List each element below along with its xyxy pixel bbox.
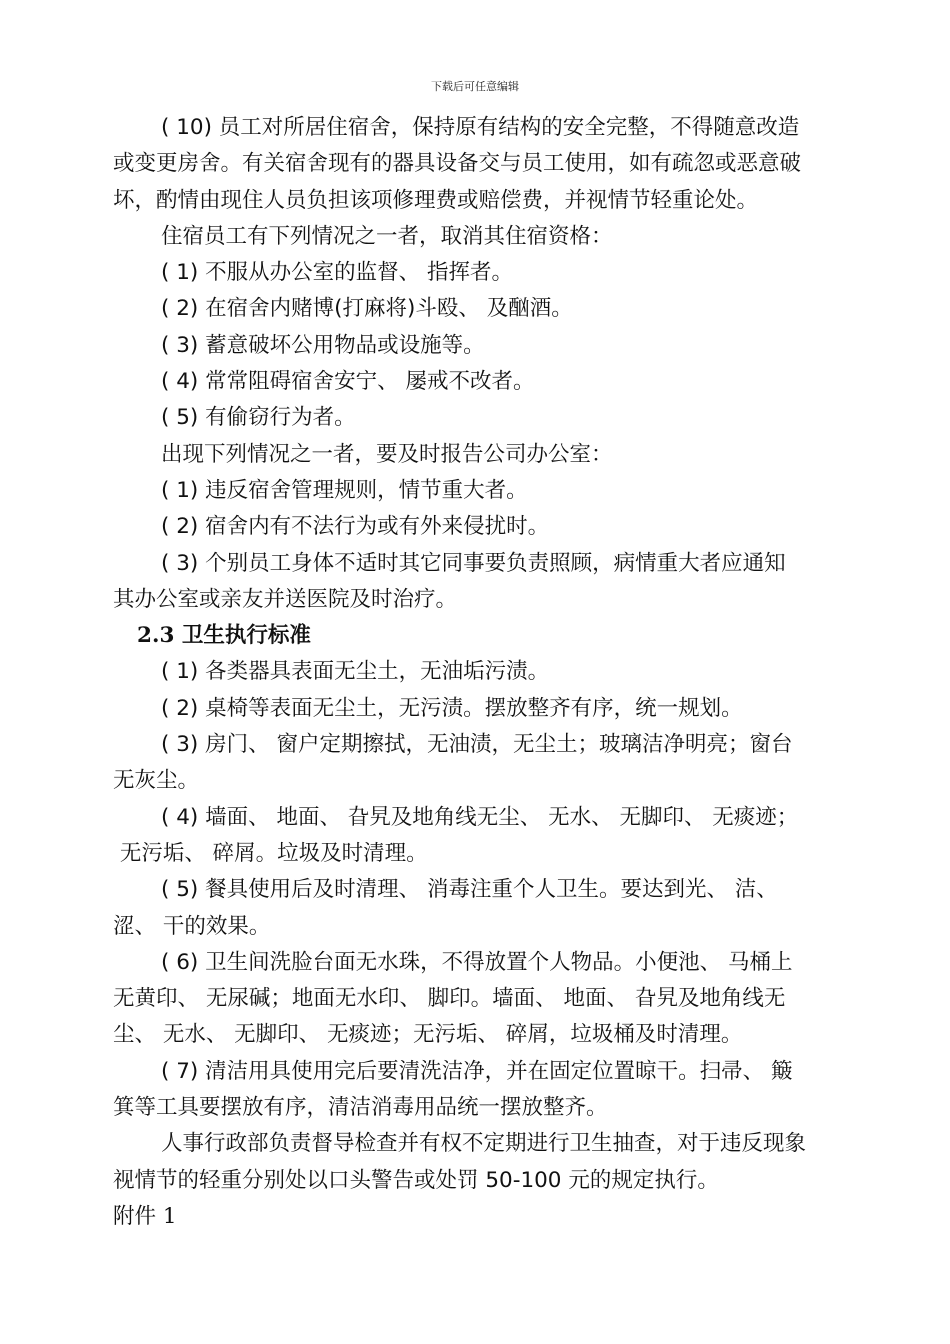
text-line: 住宿员工有下列情况之一者，取消其住宿资格： <box>161 223 613 249</box>
text-line: 尘、 无水、 无脚印、 无痰迹；无污垢、 碎屑，垃圾桶及时清理。 <box>113 1022 743 1048</box>
text-line: ( 3) 房门、 窗户定期擦拭，无油渍，无尘土；玻璃洁净明亮；窗台 <box>161 732 793 758</box>
text-line: 无灰尘。 <box>113 768 200 794</box>
text-line: 无污垢、 碎屑。垃圾及时清理。 <box>113 840 428 866</box>
document-body <box>113 110 863 1235</box>
text-line: ( 5) 有偷窃行为者。 <box>161 405 356 431</box>
text-line: ( 3) 个别员工身体不适时其它同事要负责照顾，病情重大者应通知 <box>161 550 786 576</box>
text-line: 无黄印、 无尿碱；地面无水印、 脚印。墙面、 地面、 旮旯及地角线无 <box>113 986 786 1012</box>
text-line: ( 1) 不服从办公室的监督、 指挥者。 <box>161 260 513 286</box>
text-line: 坏，酌情由现住人员负担该项修理费或赔偿费，并视情节轻重论处。 <box>113 187 759 213</box>
text-line: ( 3) 蓄意破坏公用物品或设施等。 <box>161 332 485 358</box>
text-line: 箕等工具要摆放有序，清洁消毒用品统一摆放整齐。 <box>113 1095 608 1121</box>
text-line: 出现下列情况之一者，要及时报告公司办公室： <box>161 441 613 467</box>
text-line: ( 7) 清洁用具使用完后要清洗洁净，并在固定位置晾干。扫帚、 簸 <box>161 1058 793 1084</box>
text-line: 附件 1 <box>113 1203 177 1229</box>
text-line: ( 2) 桌椅等表面无尘土，无污渍。摆放整齐有序，统一规划。 <box>161 695 743 721</box>
text-line: ( 6) 卫生间洗脸台面无水珠，不得放置个人物品。小便池、 马桶上 <box>161 949 793 975</box>
text-line: 涩、 干的效果。 <box>113 913 271 939</box>
text-line: 人事行政部负责督导检查并有权不定期进行卫生抽查，对于违反现象 <box>161 1131 807 1157</box>
text-line: 其办公室或亲友并送医院及时治疗。 <box>113 586 458 612</box>
section-title: 2.3 卫生执行标准 <box>137 623 311 649</box>
text-line: ( 1) 各类器具表面无尘土，无油垢污渍。 <box>161 659 550 685</box>
text-line: ( 2) 在宿舍内赌博(打麻将)斗殴、 及酗酒。 <box>161 296 573 322</box>
text-line: ( 4) 墙面、 地面、 旮旯及地角线无尘、 无水、 无脚印、 无痰迹； <box>161 804 799 830</box>
text-line: ( 2) 宿舍内有不法行为或有外来侵扰时。 <box>161 514 550 540</box>
page-header: 下载后可任意编辑 <box>431 80 519 93</box>
text-line: ( 4) 常常阻碍宿舍安宁、 屡戒不改者。 <box>161 369 535 395</box>
text-line: ( 10) 员工对所居住宿舍，保持原有结构的安全完整，不得随意改造 <box>161 115 800 140</box>
text-line: ( 5) 餐具使用后及时清理、 消毒注重个人卫生。要达到光、 洁、 <box>161 877 778 903</box>
text-line: 视情节的轻重分别处以口头警告或处罚 50-100 元的规定执行。 <box>113 1167 719 1193</box>
text-line: 或变更房舍。有关宿舍现有的器具设备交与员工使用，如有疏忽或恶意破 <box>113 151 802 177</box>
text-line: ( 1) 违反宿舍管理规则，情节重大者。 <box>161 477 528 503</box>
